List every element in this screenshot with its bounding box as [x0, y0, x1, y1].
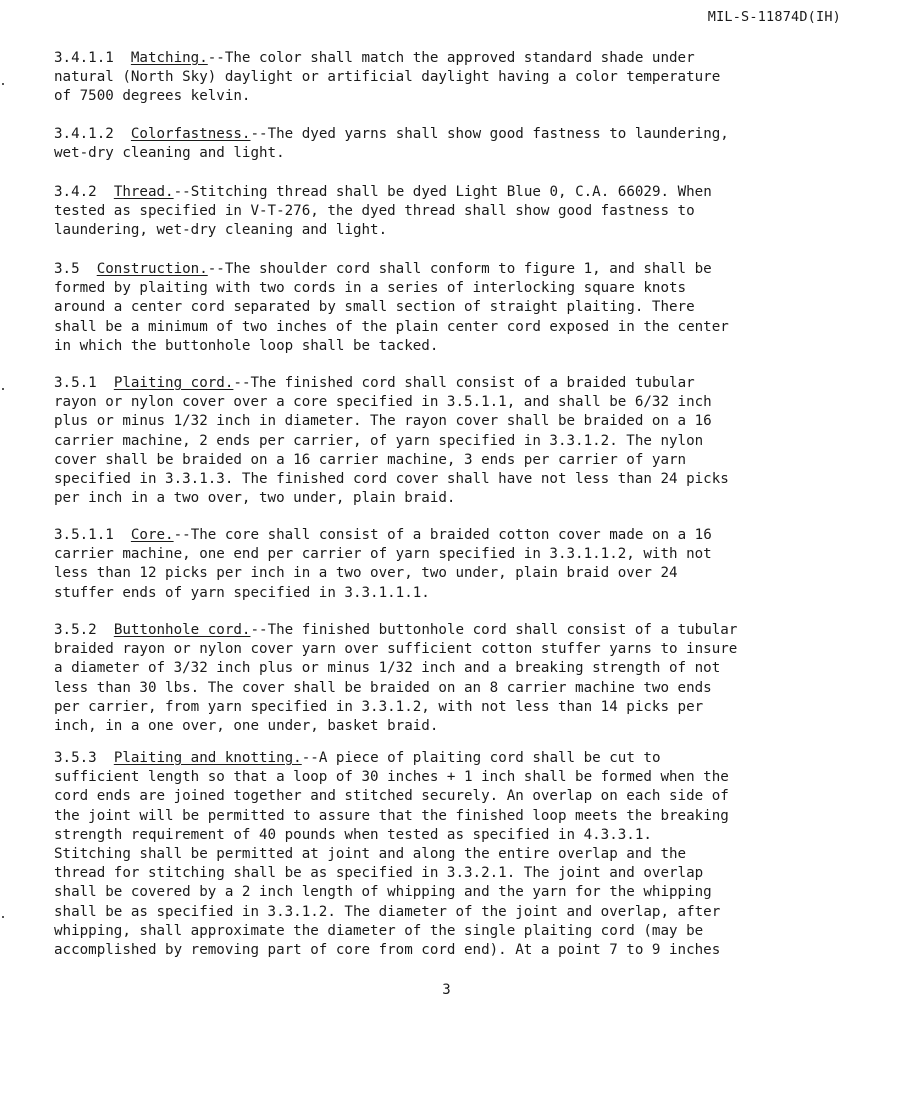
section-title: Colorfastness. [130, 126, 251, 142]
section-line: around a center cord separated by small section of straight plaiting. There [54, 299, 695, 316]
section-line: strength requirement of 40 pounds when tested as specified in 4.3.3.1. [54, 826, 652, 843]
section-line: shall be covered by a 2 inch length of whipping and the yarn for the whipping [54, 884, 712, 901]
section-line [54, 749, 854, 768]
section-text: --The core shall consist of a braided cotton cover made on a 16 [173, 527, 712, 543]
section-line [54, 49, 854, 68]
section-line: sufficient length so that a loop of 30 inches + 1 inch shall be formed when the [54, 769, 729, 786]
section-line [54, 183, 854, 202]
section-title: Core. [130, 527, 174, 543]
page-number: 3 [442, 982, 451, 998]
section-line: shall be a minimum of two inches of the plain center cord exposed in the center [54, 318, 729, 335]
section-title: Plaiting and knotting. [113, 750, 302, 766]
margin-mark [2, 388, 4, 390]
section-3-5-1-1 [54, 526, 854, 603]
section-text: --The color shall match the approved standard shade under [207, 50, 695, 66]
section-line: Stitching shall be permitted at joint and along the entire overlap and the [54, 845, 687, 862]
document-id: MIL-S-11874D(IH) [707, 9, 841, 25]
margin-mark [2, 83, 4, 85]
section-line: of 7500 degrees kelvin. [54, 88, 251, 105]
section-line: per inch in a two over, two under, plain braid. [54, 490, 456, 507]
section-line: natural (North Sky) daylight or artificial daylight having a color temperature [54, 69, 721, 86]
section-line: whipping, shall approximate the diameter of the single plaiting cord (may be [54, 922, 704, 939]
section-text: --The shoulder cord shall conform to figure 1, and shall be [207, 261, 712, 277]
section-line: the joint will be permitted to assure that the finished loop meets the breaking [54, 807, 729, 824]
section-line: carrier machine, 2 ends per carrier, of yarn specified in 3.3.1.2. The nylon [54, 432, 704, 449]
section-number: 3.5.3 [54, 750, 97, 766]
section-text: --A piece of plaiting cord shall be cut to [301, 750, 661, 766]
section-line: thread for stitching shall be as specified in 3.3.2.1. The joint and overlap [54, 865, 704, 882]
section-line [54, 260, 854, 279]
section-line: tested as specified in V-T-276, the dyed thread shall show good fastness to [54, 203, 695, 220]
section-line: formed by plaiting with two cords in a series of interlocking square knots [54, 280, 687, 297]
section-3-5 [54, 260, 854, 356]
section-line: per carrier, from yarn specified in 3.3.1.2, with not less than 14 picks per [54, 698, 704, 715]
section-title: Plaiting cord. [113, 375, 234, 391]
section-line: inch, in a one over, one under, basket braid. [54, 717, 439, 734]
section-title: Matching. [130, 50, 208, 66]
section-3-5-3 [54, 749, 854, 960]
section-line: carrier machine, one end per carrier of yarn specified in 3.3.1.1.2, with not [54, 546, 712, 563]
section-line: in which the buttonhole loop shall be tacked. [54, 337, 439, 354]
section-line [54, 621, 854, 640]
section-text: --The finished cord shall consist of a braided tubular [233, 375, 695, 391]
section-line [54, 374, 854, 393]
margin-mark [2, 916, 4, 918]
section-line: specified in 3.3.1.3. The finished cord cover shall have not less than 24 picks [54, 470, 729, 487]
section-title: Thread. [113, 184, 174, 200]
section-number: 3.5.2 [54, 622, 97, 638]
section-3-5-2 [54, 621, 854, 736]
section-text: --The dyed yarns shall show good fastness to laundering, [250, 126, 729, 142]
section-number: 3.5.1 [54, 375, 97, 391]
section-line: shall be as specified in 3.3.1.2. The diameter of the joint and overlap, after [54, 903, 721, 920]
section-line [54, 526, 854, 545]
section-line: wet-dry cleaning and light. [54, 145, 285, 162]
section-line: cover shall be braided on a 16 carrier machine, 3 ends per carrier of yarn [54, 451, 687, 468]
section-number: 3.5 [54, 261, 80, 277]
section-line: rayon or nylon cover over a core specified in 3.5.1.1, and shall be 6/32 inch [54, 394, 712, 411]
section-3-4-1-1 [54, 49, 854, 107]
section-number: 3.4.2 [54, 184, 97, 200]
section-line: plus or minus 1/32 inch in diameter. The rayon cover shall be braided on a 16 [54, 413, 712, 430]
section-line: less than 12 picks per inch in a two over, two under, plain braid over 24 [54, 565, 678, 582]
section-line: laundering, wet-dry cleaning and light. [54, 222, 388, 239]
section-3-4-2 [54, 183, 854, 241]
section-line: braided rayon or nylon cover yarn over sufficient cotton stuffer yarns to insure [54, 641, 738, 658]
section-number: 3.4.1.2 [54, 126, 114, 142]
section-line: cord ends are joined together and stitched securely. An overlap on each side of [54, 788, 729, 805]
section-line [54, 125, 854, 144]
section-title: Construction. [96, 261, 208, 277]
section-line: a diameter of 3/32 inch plus or minus 1/32 inch and a breaking strength of not [54, 660, 721, 677]
section-number: 3.5.1.1 [54, 527, 114, 543]
section-text: --The finished buttonhole cord shall consist of a tubular [250, 622, 738, 638]
section-line: stuffer ends of yarn specified in 3.3.1.1.1. [54, 584, 430, 601]
section-3-4-1-2 [54, 125, 854, 163]
section-number: 3.4.1.1 [54, 50, 114, 66]
section-line: accomplished by removing part of core from cord end). At a point 7 to 9 inches [54, 941, 721, 958]
section-3-5-1 [54, 374, 854, 508]
section-title: Buttonhole cord. [113, 622, 251, 638]
section-line: less than 30 lbs. The cover shall be braided on an 8 carrier machine two ends [54, 679, 712, 696]
section-text: --Stitching thread shall be dyed Light Blue 0, C.A. 66029. When [173, 184, 712, 200]
